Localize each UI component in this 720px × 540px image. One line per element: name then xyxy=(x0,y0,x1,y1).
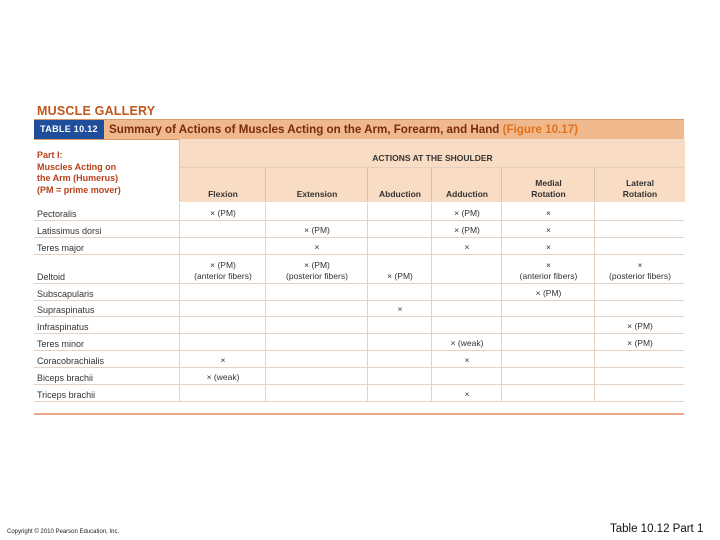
action-cell xyxy=(594,220,685,237)
action-cell-text: (anterior fibers) xyxy=(519,271,578,281)
column-header-label xyxy=(502,178,595,200)
action-cell-text: × (weak) xyxy=(206,372,240,382)
column-header xyxy=(501,167,595,202)
action-cell xyxy=(179,300,266,316)
muscle-name: Biceps brachii xyxy=(37,373,94,383)
action-cell-text: × xyxy=(397,304,403,314)
action-cell xyxy=(265,254,368,283)
action-cell xyxy=(367,283,432,300)
actions-header: ACTIONS AT THE SHOULDER xyxy=(372,153,493,163)
action-cell-text: × xyxy=(220,355,226,365)
action-cell xyxy=(179,254,266,283)
action-cell-text: × (PM) xyxy=(627,338,653,348)
action-cell-text: × xyxy=(546,225,551,235)
column-header-label xyxy=(266,189,368,200)
action-cell xyxy=(501,254,595,283)
action-cell xyxy=(594,367,685,384)
action-cell xyxy=(367,350,432,367)
action-cell xyxy=(179,283,266,300)
column-header-line: Medial xyxy=(535,178,562,188)
gallery-title: MUSCLE GALLERY xyxy=(37,104,156,118)
action-cell xyxy=(501,237,595,254)
action-cell xyxy=(501,283,595,300)
column-header-label xyxy=(368,189,432,200)
action-cell xyxy=(501,300,595,316)
table-row xyxy=(34,367,684,385)
action-cell xyxy=(594,283,685,300)
part-label-line: Part I: xyxy=(37,150,63,160)
action-cell xyxy=(431,333,502,350)
action-cell xyxy=(179,333,266,350)
column-header xyxy=(265,167,368,202)
action-cell xyxy=(179,350,266,367)
table-bottom-rule xyxy=(34,413,684,415)
column-header-label xyxy=(595,178,685,200)
action-cell xyxy=(265,220,368,237)
table-row xyxy=(34,254,684,284)
action-cell xyxy=(367,316,432,333)
action-cell xyxy=(179,203,266,220)
muscle-name: Latissimus dorsi xyxy=(37,226,102,236)
action-cell xyxy=(501,316,595,333)
action-cell-text: × xyxy=(546,208,551,218)
actions-header-band xyxy=(179,139,685,167)
action-cell xyxy=(179,237,266,254)
action-cell xyxy=(431,350,502,367)
action-cell-text: × (PM) xyxy=(210,208,236,218)
column-header xyxy=(367,167,432,202)
table-title-bar xyxy=(34,119,684,140)
action-cell-text: × (PM) xyxy=(627,321,653,331)
action-cell-text: × (PM) xyxy=(454,208,480,218)
table-row xyxy=(34,220,684,238)
muscle-name: Deltoid xyxy=(37,272,66,282)
action-cell xyxy=(265,300,368,316)
action-cell xyxy=(265,350,368,367)
muscle-name: Supraspinatus xyxy=(37,305,95,315)
action-cell xyxy=(179,316,266,333)
action-cell xyxy=(367,254,432,283)
action-cell-text: × (PM) xyxy=(304,225,330,235)
action-cell xyxy=(431,283,502,300)
column-header-line: Abduction xyxy=(378,189,422,199)
action-cell-text: × (PM) xyxy=(535,288,562,298)
action-cell xyxy=(594,254,685,283)
action-cell xyxy=(179,220,266,237)
action-cell xyxy=(367,367,432,384)
column-header xyxy=(594,167,685,202)
action-cell xyxy=(265,384,368,401)
table-row xyxy=(34,384,684,402)
action-cell-text: × xyxy=(464,242,470,252)
action-cell xyxy=(367,333,432,350)
action-cell xyxy=(431,367,502,384)
action-cell xyxy=(501,333,595,350)
action-cell xyxy=(265,316,368,333)
muscle-name: Coracobrachialis xyxy=(37,356,105,366)
action-cell-text: (posterior fibers) xyxy=(286,271,348,281)
action-cell xyxy=(367,203,432,220)
action-cell xyxy=(594,300,685,316)
action-cell-text: × xyxy=(464,389,470,399)
column-header-line: Adduction xyxy=(445,189,489,199)
action-cell xyxy=(367,237,432,254)
action-cell xyxy=(431,220,502,237)
action-cell-text: × (weak) xyxy=(450,338,484,348)
action-cell xyxy=(179,367,266,384)
column-header-line: Lateral xyxy=(626,178,654,188)
action-cell xyxy=(179,384,266,401)
action-cell xyxy=(594,384,685,401)
table-row xyxy=(34,316,684,334)
action-cell xyxy=(265,333,368,350)
part-label xyxy=(34,139,179,201)
table-title xyxy=(109,120,578,139)
action-cell xyxy=(501,203,595,220)
action-cell xyxy=(431,203,502,220)
column-header-label xyxy=(180,189,266,200)
action-cell-text: × xyxy=(546,242,551,252)
action-cell xyxy=(501,367,595,384)
action-cell-text: × xyxy=(314,242,320,252)
action-cell-text: (anterior fibers) xyxy=(194,271,252,281)
action-cell xyxy=(501,220,595,237)
action-cell xyxy=(367,300,432,316)
action-cell xyxy=(594,350,685,367)
action-cell xyxy=(367,220,432,237)
part-label-line: (PM = prime mover) xyxy=(37,184,121,195)
table-row xyxy=(34,237,684,255)
column-header xyxy=(179,167,266,202)
table-row xyxy=(34,333,684,351)
action-cell xyxy=(594,316,685,333)
table-row xyxy=(34,283,684,301)
action-cell xyxy=(431,384,502,401)
action-cell xyxy=(431,316,502,333)
action-cell xyxy=(594,333,685,350)
slide-caption: Table 10.12 Part 1 xyxy=(610,523,704,535)
action-cell xyxy=(431,237,502,254)
muscle-name: Pectoralis xyxy=(37,209,77,219)
table-row xyxy=(34,203,684,221)
muscle-name: Teres minor xyxy=(37,339,85,349)
action-cell xyxy=(501,350,595,367)
action-cell-text: × (PM) xyxy=(454,225,480,235)
action-cell xyxy=(501,384,595,401)
action-cell xyxy=(265,283,368,300)
action-cell xyxy=(431,254,502,283)
column-header-line: Rotation xyxy=(622,189,658,199)
action-cell xyxy=(594,237,685,254)
action-cell xyxy=(594,203,685,220)
figure-reference: (Figure 10.17) xyxy=(502,123,579,136)
action-cell-text: × (PM) xyxy=(304,260,330,270)
column-header-label xyxy=(432,189,502,200)
table-number-badge: TABLE 10.12 xyxy=(34,120,104,139)
copyright-text: Copyright © 2010 Pearson Education, Inc. xyxy=(7,529,120,535)
action-cell-text: × xyxy=(637,260,643,270)
column-header xyxy=(431,167,502,202)
action-cell xyxy=(431,300,502,316)
column-header-line: Extension xyxy=(296,189,338,199)
muscle-name: Subscapularis xyxy=(37,289,94,299)
action-cell xyxy=(367,384,432,401)
action-cell-text: (posterior fibers) xyxy=(609,271,671,281)
muscle-name: Teres major xyxy=(37,243,85,253)
action-cell xyxy=(265,203,368,220)
table-title-text: Summary of Actions of Muscles Acting on the Arm, Forearm, and Hand xyxy=(109,123,500,136)
action-cell-text: × xyxy=(546,260,551,270)
action-cell xyxy=(265,367,368,384)
muscle-name: Infraspinatus xyxy=(37,322,89,332)
column-header-line: Flexion xyxy=(208,189,238,199)
action-cell-text: × (PM) xyxy=(387,271,413,281)
table-row xyxy=(34,300,684,317)
action-cell-text: × (PM) xyxy=(210,260,236,270)
part-label-line: the Arm (Humerus) xyxy=(37,173,119,183)
column-header-line: Rotation xyxy=(531,189,566,199)
muscle-name: Triceps brachii xyxy=(37,390,96,400)
action-cell-text: × xyxy=(464,355,470,365)
action-cell xyxy=(265,237,368,254)
table-row xyxy=(34,350,684,368)
part-label-line: Muscles Acting on xyxy=(37,161,117,172)
